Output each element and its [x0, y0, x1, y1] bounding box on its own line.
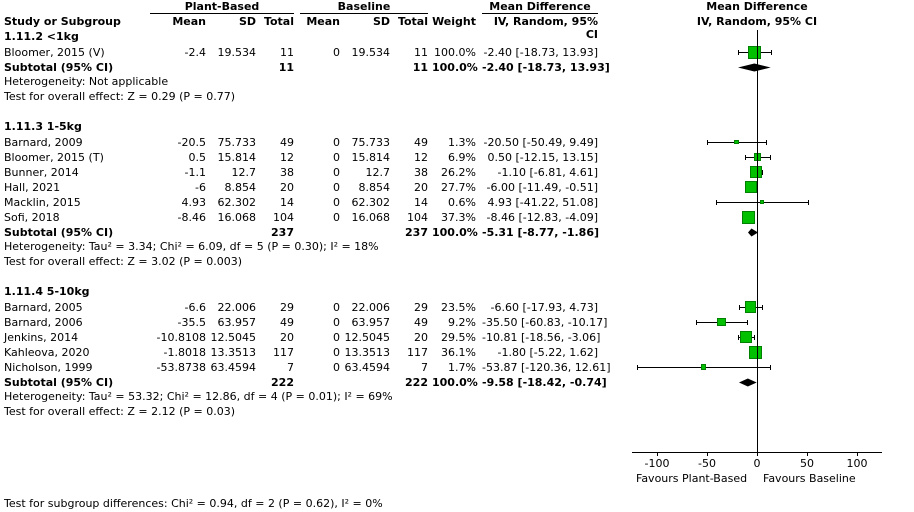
summary-diamond	[738, 378, 758, 387]
baseline-total: 11	[414, 46, 428, 59]
mean-difference-ci: -20.50 [-50.49, 9.49]	[483, 136, 598, 149]
mean-difference-ci: -53.87 [-120.36, 12.61]	[482, 361, 611, 374]
baseline-mean: 0	[333, 346, 340, 359]
ci-cap	[762, 305, 763, 310]
header-baseline-total: Total	[397, 15, 428, 28]
table-row	[0, 210, 600, 225]
axis-tick	[657, 452, 658, 456]
table-row	[0, 315, 608, 330]
mean-difference-ci: -1.80 [-5.22, 1.62]	[497, 346, 598, 359]
mean-difference-ci: -2.40 [-18.73, 13.93]	[483, 46, 598, 59]
weight-value: 23.5%	[441, 301, 476, 314]
weight-value: 6.9%	[448, 151, 476, 164]
heterogeneity-note-2: Heterogeneity: Tau² = 53.32; Chi² = 12.86, df = 4 (P = 0.01); I² = 69%	[4, 390, 393, 403]
zero-reference-line	[757, 30, 758, 452]
weight-value: 9.2%	[448, 316, 476, 329]
plant-sd: 12.7	[231, 166, 256, 179]
header-plant-sd: SD	[238, 15, 256, 28]
study-weight-marker	[717, 318, 725, 326]
baseline-sd: 15.814	[351, 151, 390, 164]
plant-total: 14	[280, 196, 294, 209]
mean-difference-ci: -1.10 [-6.81, 4.61]	[497, 166, 598, 179]
header-iv-random: IV, Random, 95% CI	[493, 15, 598, 41]
plant-sd: 8.854	[224, 181, 256, 194]
ci-cap	[762, 170, 763, 175]
overall-effect-note-1: Test for overall effect: Z = 3.02 (P = 0.003)	[4, 255, 242, 268]
study-weight-marker	[748, 46, 761, 59]
baseline-sd: 75.733	[351, 136, 390, 149]
study-weight-marker	[734, 140, 739, 145]
header-rule-0	[150, 13, 294, 14]
mean-difference-ci: -6.60 [-17.93, 4.73]	[490, 301, 598, 314]
plant-sd: 16.068	[217, 211, 256, 224]
plant-sd: 75.733	[217, 136, 256, 149]
subgroup-header-1: 1.11.3 1-5kg	[4, 120, 82, 133]
ci-cap	[637, 365, 638, 370]
axis-tick-label: 100	[846, 457, 868, 470]
baseline-total: 38	[414, 166, 428, 179]
plant-total: 104	[273, 211, 294, 224]
table-row	[0, 165, 600, 180]
study-label: Bunner, 2014	[4, 166, 79, 179]
table-row	[0, 150, 600, 165]
plant-mean: -8.46	[177, 211, 206, 224]
baseline-total: 12	[414, 151, 428, 164]
plant-total: 49	[280, 136, 294, 149]
plant-mean: -2.4	[184, 46, 206, 59]
ci-cap	[754, 335, 755, 340]
ci-cap	[745, 155, 746, 160]
baseline-mean: 0	[333, 331, 340, 344]
baseline-mean: 0	[333, 301, 340, 314]
plant-sd: 62.302	[217, 196, 256, 209]
study-label: Nicholson, 1999	[4, 361, 93, 374]
axis-tick	[807, 452, 808, 456]
study-label: Bloomer, 2015 (T)	[4, 151, 104, 164]
weight-value: 100.0%	[434, 46, 476, 59]
baseline-mean: 0	[333, 211, 340, 224]
plant-mean: -53.8738	[156, 361, 206, 374]
subgroup-header-0: 1.11.2 <1kg	[4, 30, 79, 43]
plant-total: 38	[280, 166, 294, 179]
study-label: Macklin, 2015	[4, 196, 81, 209]
overall-effect-note-2: Test for overall effect: Z = 2.12 (P = 0.03)	[4, 405, 235, 418]
baseline-total: 49	[414, 316, 428, 329]
baseline-sd: 13.3513	[344, 346, 390, 359]
baseline-sd: 62.302	[351, 196, 390, 209]
baseline-mean: 0	[333, 361, 340, 374]
subtotal-baseline-total: 237	[405, 226, 428, 239]
table-row	[0, 330, 600, 345]
table-row	[0, 300, 600, 315]
baseline-total: 29	[414, 301, 428, 314]
baseline-sd: 8.854	[358, 181, 390, 194]
subtotal-label: Subtotal (95% CI)	[4, 226, 114, 239]
plant-mean: -1.8018	[163, 346, 206, 359]
baseline-sd: 12.5045	[344, 331, 390, 344]
plant-sd: 63.4594	[210, 361, 256, 374]
ci-cap	[770, 155, 771, 160]
plant-mean: -1.1	[184, 166, 206, 179]
plant-total: 49	[280, 316, 294, 329]
subtotal-baseline-total: 222	[405, 376, 428, 389]
baseline-sd: 12.7	[365, 166, 390, 179]
weight-value: 37.3%	[441, 211, 476, 224]
plant-sd: 12.5045	[210, 331, 256, 344]
plant-mean: -20.5	[177, 136, 206, 149]
ci-cap	[707, 140, 708, 145]
baseline-mean: 0	[333, 196, 340, 209]
study-weight-marker	[745, 301, 756, 312]
ci-cap	[771, 50, 772, 55]
subtotal-baseline-total: 11	[412, 61, 428, 74]
header-rule-1	[300, 13, 428, 14]
baseline-total: 49	[414, 136, 428, 149]
weight-value: 29.5%	[441, 331, 476, 344]
subtotal-mean-difference-ci: -9.58 [-18.42, -0.74]	[482, 376, 607, 389]
plant-sd: 15.814	[217, 151, 256, 164]
axis-tick-label: -50	[698, 457, 716, 470]
axis-tick-label: -100	[644, 457, 670, 470]
axis-tick-label: 50	[800, 457, 814, 470]
plant-total: 117	[273, 346, 294, 359]
header-baseline: Baseline	[337, 0, 391, 13]
baseline-sd: 63.4594	[344, 361, 390, 374]
study-weight-marker	[749, 346, 762, 359]
plant-total: 20	[280, 331, 294, 344]
subtotal-plant-total: 237	[271, 226, 294, 239]
study-label: Barnard, 2005	[4, 301, 83, 314]
mean-difference-ci: -35.50 [-60.83, -10.17]	[482, 316, 608, 329]
subgroup-header-2: 1.11.4 5-10kg	[4, 285, 90, 298]
ci-cap	[739, 305, 740, 310]
table-row	[0, 45, 600, 60]
axis-tick	[707, 452, 708, 456]
axis-tick	[857, 452, 858, 456]
plant-sd: 63.957	[217, 316, 256, 329]
weight-value: 26.2%	[441, 166, 476, 179]
subtotal-label: Subtotal (95% CI)	[4, 61, 114, 74]
plant-mean: -35.5	[177, 316, 206, 329]
mean-difference-ci: -6.00 [-11.49, -0.51]	[486, 181, 598, 194]
baseline-total: 14	[414, 196, 428, 209]
weight-value: 27.7%	[441, 181, 476, 194]
study-weight-marker	[750, 166, 762, 178]
baseline-total: 104	[407, 211, 428, 224]
subtotal-mean-difference-ci: -2.40 [-18.73, 13.93]	[482, 61, 610, 74]
baseline-mean: 0	[333, 166, 340, 179]
subtotal-weight: 100.0%	[432, 226, 478, 239]
mean-difference-ci: -8.46 [-12.83, -4.09]	[486, 211, 598, 224]
baseline-total: 7	[421, 361, 428, 374]
plant-mean: -6	[195, 181, 206, 194]
plant-total: 20	[280, 181, 294, 194]
summary-diamond	[737, 63, 772, 72]
plant-sd: 22.006	[217, 301, 256, 314]
plant-total: 7	[287, 361, 294, 374]
table-row	[0, 195, 600, 210]
study-weight-marker	[745, 181, 757, 193]
plant-mean: -6.6	[184, 301, 206, 314]
forest-plot	[600, 0, 914, 512]
subtotal-row	[0, 60, 610, 75]
subtotal-plant-total: 222	[271, 376, 294, 389]
plant-total: 12	[280, 151, 294, 164]
header-baseline-mean: Mean	[306, 15, 340, 28]
header-study: Study or Subgroup	[4, 15, 121, 28]
baseline-mean: 0	[333, 136, 340, 149]
baseline-sd: 63.957	[351, 316, 390, 329]
axis-tick-label: 0	[753, 457, 761, 470]
subtotal-plant-total: 11	[278, 61, 294, 74]
plant-sd: 13.3513	[210, 346, 256, 359]
study-label: Kahleova, 2020	[4, 346, 90, 359]
baseline-total: 20	[414, 181, 428, 194]
ci-cap	[716, 200, 717, 205]
plant-mean: -10.8108	[156, 331, 206, 344]
mean-difference-ci: -10.81 [-18.56, -3.06]	[482, 331, 601, 344]
subtotal-row	[0, 225, 600, 240]
table-row	[0, 180, 600, 195]
table-row	[0, 345, 600, 360]
header-plant-mean: Mean	[172, 15, 206, 28]
subtotal-weight: 100.0%	[432, 376, 478, 389]
baseline-sd: 19.534	[351, 46, 390, 59]
study-label: Barnard, 2006	[4, 316, 83, 329]
header-rule-2	[482, 13, 598, 14]
header-baseline-sd: SD	[372, 15, 390, 28]
baseline-total: 117	[407, 346, 428, 359]
plant-total: 11	[280, 46, 294, 59]
study-label: Hall, 2021	[4, 181, 61, 194]
plant-total: 29	[280, 301, 294, 314]
study-label: Bloomer, 2015 (V)	[4, 46, 105, 59]
subtotal-row	[0, 375, 607, 390]
subtotal-mean-difference-ci: -5.31 [-8.77, -1.86]	[482, 226, 600, 239]
ci-cap	[696, 320, 697, 325]
header-plant-total: Total	[263, 15, 294, 28]
overall-effect-note-0: Test for overall effect: Z = 0.29 (P = 0.77)	[4, 90, 235, 103]
study-label: Barnard, 2009	[4, 136, 83, 149]
ci-cap	[808, 200, 809, 205]
summary-diamond	[747, 228, 757, 237]
ci-cap	[738, 50, 739, 55]
weight-value: 0.6%	[448, 196, 476, 209]
study-label: Sofi, 2018	[4, 211, 60, 224]
ci-cap	[747, 320, 748, 325]
study-weight-marker	[740, 331, 752, 343]
ci-cap	[770, 365, 771, 370]
subtotal-label: Subtotal (95% CI)	[4, 376, 114, 389]
baseline-mean: 0	[333, 181, 340, 194]
baseline-mean: 0	[333, 46, 340, 59]
favours-right-label: Favours Baseline	[763, 472, 856, 485]
axis-tick	[757, 452, 758, 456]
weight-value: 36.1%	[441, 346, 476, 359]
favours-left-label: Favours Plant-Based	[636, 472, 748, 485]
mean-difference-ci: 4.93 [-41.22, 51.08]	[487, 196, 598, 209]
plant-sd: 19.534	[217, 46, 256, 59]
mean-difference-ci: 0.50 [-12.15, 13.15]	[487, 151, 598, 164]
header-mean-difference-text: Mean Difference	[489, 0, 591, 13]
table-row	[0, 360, 611, 375]
header-weight: Weight	[432, 15, 476, 28]
plot-header-subtitle: IV, Random, 95% CI	[696, 15, 818, 28]
subgroup-differences-test: Test for subgroup differences: Chi² = 0.94, df = 2 (P = 0.62), I² = 0%	[4, 497, 383, 510]
heterogeneity-note-1: Heterogeneity: Tau² = 3.34; Chi² = 6.09, df = 5 (P = 0.30); I² = 18%	[4, 240, 379, 253]
study-weight-marker	[742, 211, 755, 224]
subtotal-weight: 100.0%	[432, 61, 478, 74]
baseline-sd: 22.006	[351, 301, 390, 314]
header-plant-based: Plant-Based	[184, 0, 260, 13]
plot-header-title: Mean Difference	[706, 0, 808, 13]
baseline-mean: 0	[333, 151, 340, 164]
study-weight-marker	[701, 364, 706, 369]
ci-cap	[766, 140, 767, 145]
study-label: Jenkins, 2014	[4, 331, 79, 344]
table-row	[0, 135, 600, 150]
baseline-total: 20	[414, 331, 428, 344]
weight-value: 1.7%	[448, 361, 476, 374]
baseline-mean: 0	[333, 316, 340, 329]
weight-value: 1.3%	[448, 136, 476, 149]
study-weight-marker	[760, 200, 764, 204]
heterogeneity-note-0: Heterogeneity: Not applicable	[4, 75, 169, 88]
baseline-sd: 16.068	[351, 211, 390, 224]
plant-mean: 4.93	[181, 196, 206, 209]
plant-mean: 0.5	[188, 151, 206, 164]
